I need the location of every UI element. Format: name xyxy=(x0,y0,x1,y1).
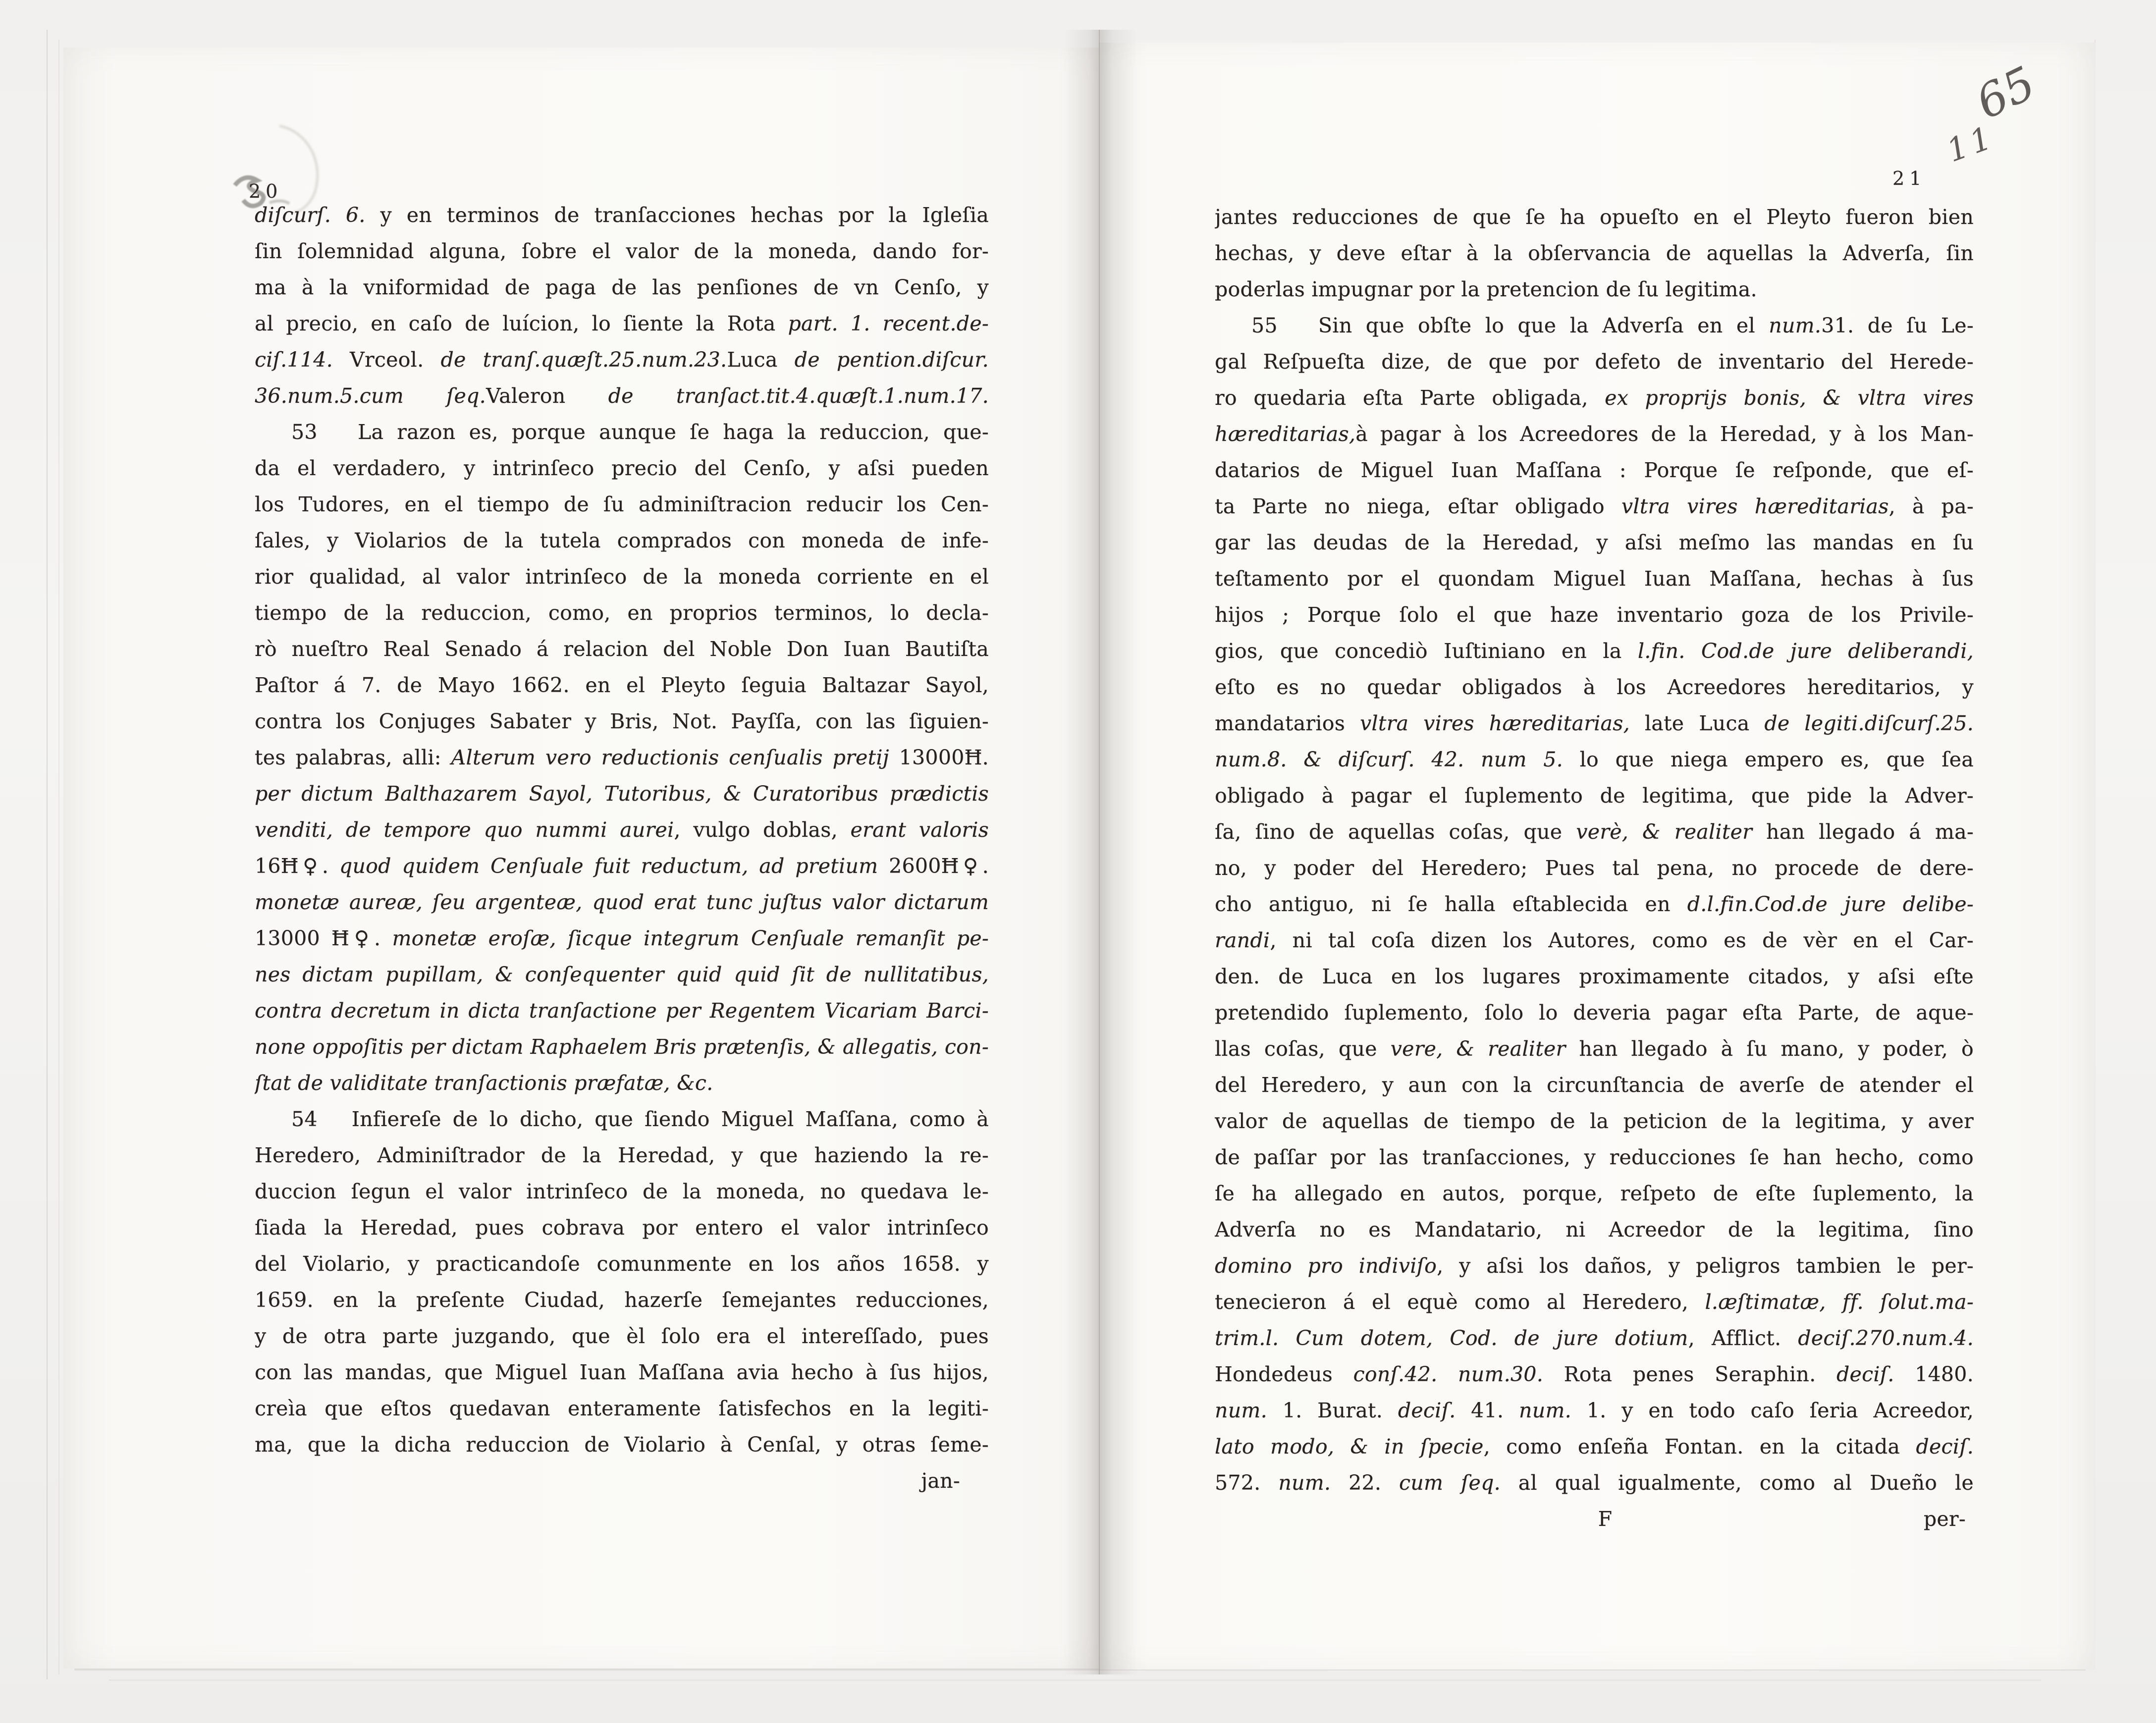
text-line xyxy=(255,1137,989,1174)
text-segment: vltra vires hæreditarias, xyxy=(1359,711,1630,735)
text-segment: 54 Infiereſe de lo dicho, que ſiendo Miguel Maſſana, como à xyxy=(291,1107,989,1131)
left-text-lines xyxy=(255,197,989,1463)
text-segment: hechas, y deve eſtar à la obſervancia de aquellas la Adverſa, ſin xyxy=(1215,241,1974,265)
text-segment: cho antiguo, ni ſe halla eſtablecida en xyxy=(1215,892,1687,916)
text-line xyxy=(1215,271,1974,308)
text-segment: trim.l. Cum dotem, Cod. de jure dotium xyxy=(1215,1326,1688,1350)
text-line xyxy=(255,667,989,703)
text-segment: quod quidem Cenſuale fuit reductum, ad pretium xyxy=(339,854,889,878)
text-line xyxy=(255,306,989,342)
text-line xyxy=(1215,1139,1974,1176)
text-segment: llas coſas, que xyxy=(1215,1037,1391,1061)
text-segment: duccion ſegun el valor intrinſeco de la moneda, no quedava le- xyxy=(255,1180,989,1203)
text-line xyxy=(1215,1176,1974,1212)
text-segment: creìa que eſtos quedavan enteramente ſatisfechos en la legiti- xyxy=(255,1397,989,1420)
text-line xyxy=(1215,1103,1974,1139)
text-segment: gar las deudas de la Heredad, y aſsi meſmo las mandas en ſu xyxy=(1215,531,1974,554)
text-segment: con las mandas, que Miguel Iuan Maſſana avia hecho à ſus hijos, xyxy=(255,1360,989,1384)
text-segment: ex proprijs bonis, & vltra vires xyxy=(1605,386,1974,410)
text-segment: hijos ; Porque ſolo el que haze inventario goza de los Privile- xyxy=(1215,603,1974,627)
text-line xyxy=(1215,1356,1974,1393)
text-line xyxy=(255,559,989,595)
text-line xyxy=(255,450,989,486)
text-segment: ta Parte no niega, eſtar obligado xyxy=(1215,494,1621,518)
text-line xyxy=(1215,235,1974,271)
text-segment: den. de Luca en los lugares proximamente citados, y aſsi eſte xyxy=(1215,965,1974,988)
text-segment: deciſ.270.num.4. xyxy=(1798,1326,1974,1350)
text-segment: no, y poder del Heredero; Pues tal pena, no procede de dere- xyxy=(1215,856,1974,880)
text-segment: num. xyxy=(1769,314,1822,337)
handwritten-foliation-65: 65 xyxy=(1968,56,2044,130)
text-segment: ſtat de validitate tranſactionis præfatæ, &c. xyxy=(255,1071,713,1095)
text-segment: gal Reſpueſta dize, de que por defeto de inventario del Herede- xyxy=(1215,350,1974,374)
text-segment: del Violario, y practicandoſe comunmente en los años 1658. y xyxy=(255,1252,989,1276)
text-line xyxy=(1215,597,1974,633)
text-line xyxy=(255,920,989,957)
text-segment: ſiada la Heredad, pues cobrava por entero el valor intrinſeco xyxy=(255,1216,989,1239)
text-line xyxy=(255,595,989,631)
text-segment: 2600Ħ♀. xyxy=(889,854,989,878)
left-catchword-line xyxy=(255,1463,989,1499)
text-segment: tiempo de la reduccion, como, en proprios terminos, lo decla- xyxy=(255,601,989,625)
text-segment: num.8. & diſcurſ. 42. num 5. xyxy=(1215,748,1563,771)
text-line xyxy=(255,1174,989,1210)
text-line xyxy=(255,1391,989,1427)
text-line xyxy=(255,1246,989,1282)
text-segment: y de otra parte juzgando, que èl ſolo era el intereſſado, pues xyxy=(255,1324,989,1348)
text-line xyxy=(1215,705,1974,742)
text-segment: Rota penes Seraphin. xyxy=(1543,1362,1836,1386)
text-segment: 572. xyxy=(1215,1471,1279,1495)
right-page-number: 21 xyxy=(1892,167,1927,189)
left-text-block xyxy=(255,197,989,1499)
text-segment: Paſtor á 7. de Mayo 1662. en el Pleyto ſeguia Baltazar Sayol, xyxy=(255,673,989,697)
text-segment: deciſ. xyxy=(1916,1435,1974,1458)
text-line xyxy=(255,776,989,812)
text-line xyxy=(1215,1429,1974,1465)
text-line xyxy=(1215,669,1974,705)
text-segment: randi xyxy=(1215,928,1270,952)
text-segment: contra los Conjuges Sabater y Bris, Not. Payſſa, con las ſiguien- xyxy=(255,709,989,733)
text-line xyxy=(1215,199,1974,235)
text-segment: 55 Sin que obſte lo que la Adverſa en el xyxy=(1251,314,1769,337)
text-line xyxy=(1215,995,1974,1031)
text-segment: deciſ. xyxy=(1398,1399,1456,1422)
handwritten-foliation-11: 11 xyxy=(1942,118,2000,170)
text-segment: 16Ħ♀. xyxy=(255,854,339,878)
text-segment: obligado à pagar el ſuplemento de legitima, que pide la Adver- xyxy=(1215,784,1974,808)
text-segment: num. xyxy=(1519,1399,1571,1422)
text-line xyxy=(1215,488,1974,525)
text-segment: contra decretum in dicta tranſactione per Regentem Vicariam Barci- xyxy=(255,999,989,1023)
text-line xyxy=(1215,1031,1974,1067)
text-segment: , como enſeña Fontan. en la citada xyxy=(1483,1435,1916,1458)
text-segment: erant valoris xyxy=(850,818,989,842)
text-line xyxy=(1215,525,1974,561)
text-segment: num. xyxy=(1278,1471,1331,1495)
text-line xyxy=(255,740,989,776)
text-line xyxy=(255,812,989,848)
text-segment: Valeron xyxy=(485,384,608,408)
text-segment: de tranſ.quæſt.25.num.23. xyxy=(440,348,727,372)
text-segment: al precio, en caſo de luícion, lo ſiente la Rota xyxy=(255,312,788,335)
text-segment: ſin ſolemnidad alguna, ſobre el valor de la moneda, dando for- xyxy=(255,239,989,263)
text-line xyxy=(1215,1067,1974,1103)
text-segment: , ni tal coſa dizen los Autores, como es de vèr en el Car- xyxy=(1270,928,1974,952)
text-line xyxy=(255,1210,989,1246)
text-segment: domino pro indiviſo xyxy=(1215,1254,1437,1278)
text-line xyxy=(1215,742,1974,778)
text-line xyxy=(255,957,989,993)
text-segment: diſcurſ. 6. xyxy=(255,203,366,227)
text-segment: nes dictam pupillam, & conſequenter quid quid ſit de nullitatibus, xyxy=(255,963,989,986)
text-line xyxy=(255,1318,989,1354)
text-segment: vltra vires hæreditarias xyxy=(1621,494,1889,518)
text-line xyxy=(1215,1393,1974,1429)
text-line xyxy=(1215,922,1974,959)
text-line xyxy=(1215,778,1974,814)
text-segment: ma à la vniformidad de paga de las penſiones de vn Cenſo, y xyxy=(255,275,989,299)
text-line xyxy=(255,342,989,378)
text-segment: los Tudores, en el tiempo de ſu adminiſtracion reducir los Cen- xyxy=(255,492,989,516)
text-segment: rior qualidad, al valor intrinſeco de la moneda corriente en el xyxy=(255,565,989,589)
text-line xyxy=(1215,1320,1974,1356)
text-line xyxy=(255,848,989,884)
text-segment: rò nueſtro Real Senado á relacion del Noble Don Iuan Bautiſta xyxy=(255,637,989,661)
text-line xyxy=(1215,1284,1974,1320)
text-line xyxy=(255,1282,989,1318)
text-segment: Luca xyxy=(727,348,795,372)
page-bottom-edge-inner xyxy=(109,1679,2041,1681)
text-line xyxy=(1215,380,1974,416)
book-left-edge xyxy=(47,30,48,1679)
text-segment: teſtamento por el quondam Miguel Iuan Maſſana, hechas à ſus xyxy=(1215,567,1974,591)
text-segment: han llegado à ſu mano, y poder, ò xyxy=(1565,1037,1974,1061)
text-segment: part. 1. recent.de- xyxy=(788,312,989,335)
text-segment: de paſſar por las tranſacciones, y reducciones ſe han hecho, como xyxy=(1215,1145,1974,1169)
text-segment: monetæ aureæ, ſeu argenteæ, quod erat tunc juſtus valor dictarum xyxy=(255,890,989,914)
text-segment: del Heredero, y aun con la circunſtancia de averſe de atender el xyxy=(1215,1073,1974,1097)
text-line xyxy=(255,233,989,269)
text-line xyxy=(1215,1248,1974,1284)
text-segment: cum ſeq. xyxy=(1399,1471,1501,1495)
text-line xyxy=(1215,416,1974,452)
text-segment: mandatarios xyxy=(1215,711,1360,735)
text-line xyxy=(255,703,989,740)
right-text-lines xyxy=(1215,199,1974,1501)
text-segment: tes palabras, alli: xyxy=(255,746,451,769)
text-segment: verè, & realiter xyxy=(1576,820,1753,844)
text-segment: d.l.fin.Cod.de jure delibe- xyxy=(1687,892,1974,916)
text-segment: da el verdadero, y intrinſeco precio del Cenſo, y aſsi pueden xyxy=(255,456,989,480)
text-segment: 36.num.5.cum ſeq. xyxy=(255,384,486,408)
signature-catchword-line xyxy=(1215,1501,1974,1537)
text-line xyxy=(255,378,989,414)
text-line xyxy=(1215,561,1974,597)
text-segment: Heredero, Adminiſtrador de la Heredad, y que haziendo la re- xyxy=(255,1143,989,1167)
text-line xyxy=(1215,308,1974,344)
text-line xyxy=(1215,633,1974,669)
text-line xyxy=(1215,959,1974,995)
text-segment: lato modo, & in ſpecie xyxy=(1215,1435,1484,1458)
text-line xyxy=(1215,850,1974,886)
text-line xyxy=(255,523,989,559)
text-line xyxy=(255,269,989,306)
text-segment: 31. de ſu Le- xyxy=(1821,314,1974,337)
text-segment: ma, que la dicha reduccion de Violario à Cenſal, y otras ſeme- xyxy=(255,1433,989,1456)
book-left-edge-inner xyxy=(58,40,59,1674)
text-segment: , y aſsi los daños, y peligros tambien le per- xyxy=(1437,1254,1974,1278)
text-segment: , Afflict. xyxy=(1688,1326,1798,1350)
right-catchword: per- xyxy=(1923,1507,1966,1531)
text-segment: , vulgo doblas, xyxy=(674,818,851,842)
text-segment: deciſ. xyxy=(1836,1362,1894,1386)
text-segment: ciſ.114. xyxy=(255,348,333,372)
text-segment: ro quedaria eſta Parte obligada, xyxy=(1215,386,1605,410)
left-page-number: 20 xyxy=(249,180,283,202)
text-segment: eſto es no quedar obligados à los Acreedores hereditarios, y xyxy=(1215,675,1974,699)
text-segment: de pention.diſcur. xyxy=(794,348,989,372)
text-line xyxy=(1215,1212,1974,1248)
text-segment: gios, que concediò Iuſtiniano en la xyxy=(1215,639,1638,663)
text-segment: late Luca xyxy=(1629,711,1765,735)
text-segment: Vrceol. xyxy=(332,348,441,372)
text-segment: de legiti.diſcurſ.25. xyxy=(1764,711,1974,735)
text-segment: pretendido ſuplemento, ſolo lo deveria pagar eſta Parte, de aque- xyxy=(1215,1001,1974,1024)
left-catchword: jan- xyxy=(921,1469,960,1493)
text-segment: monetæ eroſæ, ſicque integrum Cenſuale remanſit pe- xyxy=(392,926,989,950)
text-segment: poderlas impugnar por la pretencion de ſu legitima. xyxy=(1215,277,1757,301)
text-line xyxy=(255,414,989,450)
right-text-block xyxy=(1215,199,1974,1537)
text-segment: 1659. en la preſente Ciudad, hazerſe ſemejantes reducciones, xyxy=(255,1288,989,1312)
gutter-fold-line xyxy=(1099,30,1100,1674)
text-line xyxy=(255,486,989,523)
right-page xyxy=(1099,43,2096,1669)
text-line xyxy=(1215,1465,1974,1501)
text-segment: Adverſa no es Mandatario, ni Acreedor de la legitima, ſino xyxy=(1215,1218,1974,1241)
text-segment: jantes reducciones de que ſe ha opueſto en el Pleyto fueron bien xyxy=(1215,205,1974,229)
text-segment: 41. xyxy=(1455,1399,1519,1422)
text-line xyxy=(255,884,989,920)
text-line xyxy=(255,1427,989,1463)
text-segment: num. xyxy=(1215,1399,1267,1422)
text-segment: ſales, y Violarios de la tutela comprados con moneda de infe- xyxy=(255,529,989,552)
text-line xyxy=(255,1101,989,1137)
text-line xyxy=(1215,814,1974,850)
left-page xyxy=(63,48,1099,1669)
text-segment: datarios de Miguel Iuan Maſſana : Porque ſe reſponde, que eſ- xyxy=(1215,458,1974,482)
text-line xyxy=(1215,886,1974,922)
text-segment: Hondedeus xyxy=(1215,1362,1353,1386)
text-line xyxy=(255,993,989,1029)
text-line xyxy=(255,1065,989,1101)
text-segment: 22. xyxy=(1331,1471,1400,1495)
text-segment: vere, & realiter xyxy=(1390,1037,1566,1061)
text-segment: lo que niega empero es, que ſea xyxy=(1563,748,1974,771)
text-segment: none oppoſitis per dictam Raphaelem Bris prætenſis, & allegatis, con- xyxy=(255,1035,989,1059)
text-line xyxy=(255,631,989,667)
text-segment: l.æſtimatæ, ff. ſolut.ma- xyxy=(1705,1290,1974,1314)
text-line xyxy=(255,1354,989,1391)
text-line xyxy=(1215,452,1974,488)
text-segment: 1. y en todo caſo ſeria Acreedor, xyxy=(1571,1399,1974,1422)
text-segment: ſa, ſino de aquellas coſas, que xyxy=(1215,820,1576,844)
text-segment: de tranſact.tit.4.quæſt.1.num.17. xyxy=(608,384,989,408)
text-segment: hæreditarias, xyxy=(1215,422,1356,446)
text-segment: , à pa- xyxy=(1888,494,1974,518)
text-segment: 13000 Ħ♀. xyxy=(255,926,392,950)
text-line xyxy=(1215,344,1974,380)
text-segment: 1. Burat. xyxy=(1267,1399,1398,1422)
text-segment: à pagar à los Acreedores de la Heredad, y à los Man- xyxy=(1355,422,1974,446)
text-segment: valor de aquellas de tiempo de la peticion de la legitima, y aver xyxy=(1215,1109,1974,1133)
text-segment: tenecieron á el equè como al Heredero, xyxy=(1215,1290,1705,1314)
text-segment: y en terminos de tranſacciones hechas por la Igleſia xyxy=(365,203,989,227)
text-segment: l.fin. Cod.de jure deliberandi, xyxy=(1637,639,1974,663)
text-segment: al qual igualmente, como al Dueño le xyxy=(1500,1471,1974,1495)
text-line xyxy=(255,197,989,233)
text-segment: 1480. xyxy=(1894,1362,1974,1386)
signature-mark: F xyxy=(1598,1507,1613,1531)
text-segment: ſe ha allegado en autos, porque, reſpeto de eſte ſuplemento, la xyxy=(1215,1182,1974,1205)
text-segment: conſ.42. num.30. xyxy=(1353,1362,1544,1386)
text-segment: Alterum vero reductionis cenſualis pretij xyxy=(451,746,899,769)
text-segment: 53 La razon es, porque aunque ſe haga la reduccion, que- xyxy=(291,420,989,444)
text-segment: per dictum Balthazarem Sayol, Tutoribus, & Curatoribus prædictis xyxy=(255,782,989,806)
text-line xyxy=(255,1029,989,1065)
text-segment: han llegado á ma- xyxy=(1752,820,1974,844)
text-segment: venditi, de tempore quo nummi aurei xyxy=(255,818,674,842)
text-segment: 13000Ħ. xyxy=(899,746,989,769)
